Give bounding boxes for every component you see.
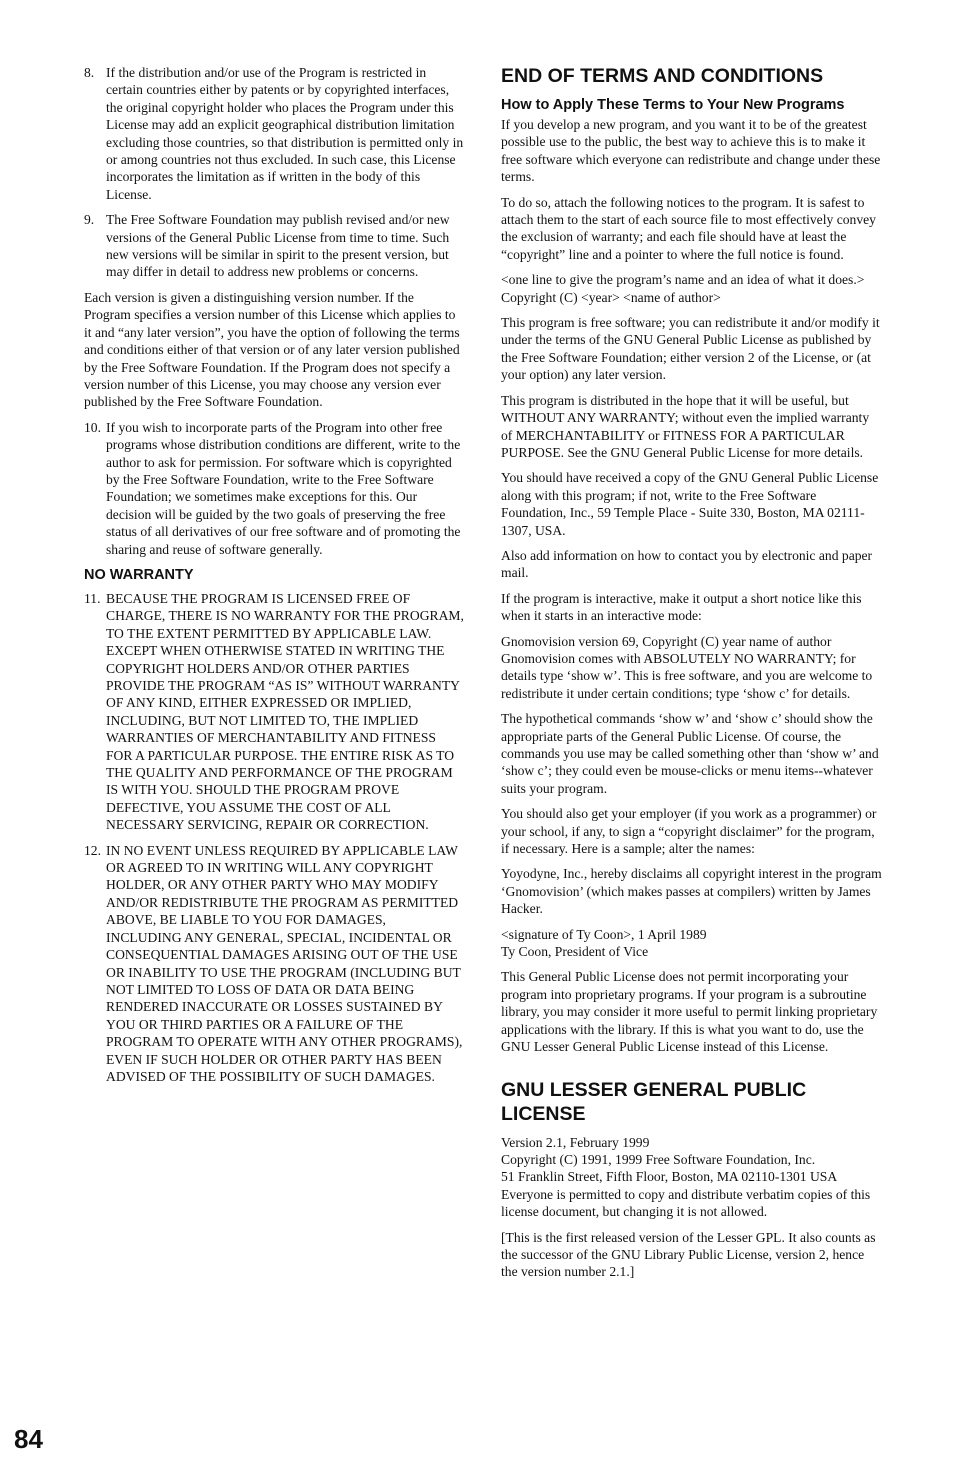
paragraph: The hypothetical commands ‘show w’ and ‘show c’ should show the appropriate parts of the General Public License. Of course, the commands you use may be called something other than ‘show w’ and ‘show c’; they could even be mouse-clicks or menu items--whatever suits your program.	[501, 711, 879, 796]
page-number: 84	[14, 1424, 43, 1454]
item-text: If the distribution and/or use of the Program is restricted in certain countries either by patents or by copyrighted interfaces, the original copyright holder who places the Program under this License may add an explicit geographical distribution limitation excluding those countries, so that distribution is permitted only in or among countries not thus excluded. In such case, this License incorporates the limitation as if written in the body of this License.	[106, 65, 464, 202]
notice-template	[501, 271, 883, 306]
paragraph: If you develop a new program, and you want it to be of the greatest possible use to the public, the best way to achieve this is to make it free software which everyone can redistribute and change under these terms.	[501, 117, 881, 185]
paragraph: If the program is interactive, make it output a short notice like this when it starts in an interactive mode:	[501, 590, 862, 624]
lgpl-version-block	[501, 1134, 883, 1221]
version-paragraph: Each version is given a distinguishing version number. If the Program specifies a version number of this License which applies to it and “any later version”, you have the option of following the terms and conditions either of that version or of any later version published by the Free Software Foundation. If the Program does not specify a version number of this License, you may choose any version ever published by the Free Software Foundation.	[84, 289, 460, 410]
item-number: 12.	[84, 842, 101, 858]
item-text: If you wish to incorporate parts of the Program into other free programs whose distribution conditions are different, write to the author to ask for permission. For software which is copyrighted by the Free Software Foundation, write to the Free Software Foundation; we sometimes make exceptions for this. Our decision will be guided by the two goals of preserving the free status of all derivatives of our free software and of promoting the sharing and reuse of software generally.	[106, 419, 461, 557]
signature-line: <signature of Ty Coon>, 1 April 1989	[501, 926, 707, 942]
lgpl-line: 51 Franklin Street, Fifth Floor, Boston, MA 02110-1301 USA	[501, 1169, 838, 1185]
item-text: BECAUSE THE PROGRAM IS LICENSED FREE OF CHARGE, THERE IS NO WARRANTY FOR THE PROGRAM, TO THE EXTENT PERMITTED BY APPLICABLE LAW. EXCEPT WHEN OTHERWISE STATED IN WRITING THE COPYRIGHT HOLDERS AND/OR OTHER PARTIES PROVIDE THE PROGRAM “AS IS” WITHOUT WARRANTY OF ANY KIND, EITHER EXPRESSED OR IMPLIED, INCLUDING, BUT NOT LIMITED TO, THE IMPLIED WARRANTIES OF MERCHANTABILITY AND FITNESS FOR A PARTICULAR PURPOSE. THE ENTIRE RISK AS TO THE QUALITY AND PERFORMANCE OF THE PROGRAM IS WITH YOU. SHOULD THE PROGRAM PROVE DEFECTIVE, YOU ASSUME THE COST OF ALL NECESSARY SERVICING, REPAIR OR CORRECTION.	[106, 590, 464, 833]
notice-line: Copyright (C) <year> <name of author>	[501, 289, 721, 305]
paragraph: [This is the first released version of the Lesser GPL. It also counts as the successor of the GNU Library Public License, version 2, hence the version number 2.1.]	[501, 1229, 876, 1280]
paragraph: You should have received a copy of the GNU General Public License along with this program; if not, write to the Free Software Foundation, Inc., 59 Temple Place - Suite 330, Boston, MA 02111-1307, USA.	[501, 470, 879, 538]
paragraph: To do so, attach the following notices to the program. It is safest to attach them to the start of each source file to most effectively convey the exclusion of warranty; and each file should have at least the “copyright” line and a pointer to where the full notice is found.	[501, 194, 876, 262]
paragraph: Also add information on how to contact you by electronic and paper mail.	[501, 547, 873, 581]
lgpl-line: Version 2.1, February 1999	[501, 1134, 650, 1150]
notice-line: <one line to give the program’s name and an idea of what it does.>	[501, 272, 865, 288]
item-number: 11.	[84, 590, 101, 606]
list-item-10	[84, 419, 464, 558]
no-warranty-heading: NO WARRANTY	[84, 566, 194, 583]
paragraph: This program is distributed in the hope that it will be useful, but WITHOUT ANY WARRANTY; without even the implied warranty of MERCHANTABILITY or FITNESS FOR A PARTICULAR PURPOSE. See the GNU General Public License for more details.	[501, 392, 870, 460]
signature-block	[501, 926, 883, 961]
item-number: 8.	[84, 65, 95, 80]
item-number: 9.	[84, 212, 95, 228]
end-of-terms-heading: END OF TERMS AND CONDITIONS	[501, 65, 824, 87]
paragraph: Yoyodyne, Inc., hereby disclaims all copyright interest in the program ‘Gnomovision’ (which makes passes at compilers) written by James Hacker.	[501, 866, 882, 917]
lgpl-line: Everyone is permitted to copy and distribute verbatim copies of this license document, but changing it is not allowed.	[501, 1186, 871, 1220]
item-text: The Free Software Foundation may publish revised and/or new versions of the General Public License from time to time. Such new versions will be similar in spirit to the present version, but may differ in detail to address new problems or concerns.	[106, 212, 450, 280]
lgpl-line: Copyright (C) 1991, 1999 Free Software Foundation, Inc.	[501, 1151, 816, 1167]
list-item-12	[84, 842, 464, 1086]
paragraph: This program is free software; you can redistribute it and/or modify it under the terms of the GNU General Public License as published by the Free Software Foundation; either version 2 of the License, or (at your option) any later version.	[501, 315, 880, 383]
signature-line: Ty Coon, President of Vice	[501, 944, 649, 960]
item-text: IN NO EVENT UNLESS REQUIRED BY APPLICABLE LAW OR AGREED TO IN WRITING WILL ANY COPYRIGHT HOLDER, OR ANY OTHER PARTY WHO MAY MODIFY AND/OR REDISTRIBUTE THE PROGRAM AS PERMITTED ABOVE, BE LIABLE TO YOU FOR DAMAGES, INCLUDING ANY GENERAL, SPECIAL, INCIDENTAL OR CONSEQUENTIAL DAMAGES ARISING OUT OF THE USE OR INABILITY TO USE THE PROGRAM (INCLUDING BUT NOT LIMITED TO LOSS OF DATA OR DATA BEING RENDERED INACCURATE OR LOSSES SUSTAINED BY YOU OR THIRD PARTIES OR A FAILURE OF THE PROGRAM TO OPERATE WITH ANY OTHER PROGRAMS), EVEN IF SUCH HOLDER OR OTHER PARTY HAS BEEN ADVISED OF THE POSSIBILITY OF SUCH DAMAGES.	[106, 842, 463, 1084]
list-item-9	[84, 211, 464, 281]
apply-terms-subheading: How to Apply These Terms to Your New Programs	[501, 97, 845, 113]
right-column	[501, 64, 883, 1289]
paragraph: This General Public License does not permit incorporating your program into proprietary programs. If your program is a subroutine library, you may consider it more useful to permit linking proprietary applications with the library. If this is what you want to do, use the GNU Lesser General Public License instead of this License.	[501, 969, 878, 1055]
left-column	[84, 64, 464, 1093]
list-item-8	[84, 64, 464, 203]
item-number: 10.	[84, 419, 101, 435]
list-item-11	[84, 590, 464, 834]
paragraph: You should also get your employer (if you work as a programmer) or your school, if any, to sign a “copyright disclaimer” for the program, if necessary. Here is a sample; alter the names:	[501, 806, 877, 857]
paragraph: Gnomovision version 69, Copyright (C) year name of author Gnomovision comes with ABSOLUTELY NO WARRANTY; for details type ‘show w’. This is free software, and you are welcome to redistribute it under certain conditions; type ‘show c’ for details.	[501, 633, 873, 701]
lgpl-heading: GNU LESSER GENERAL PUBLIC LICENSE	[501, 1078, 807, 1125]
